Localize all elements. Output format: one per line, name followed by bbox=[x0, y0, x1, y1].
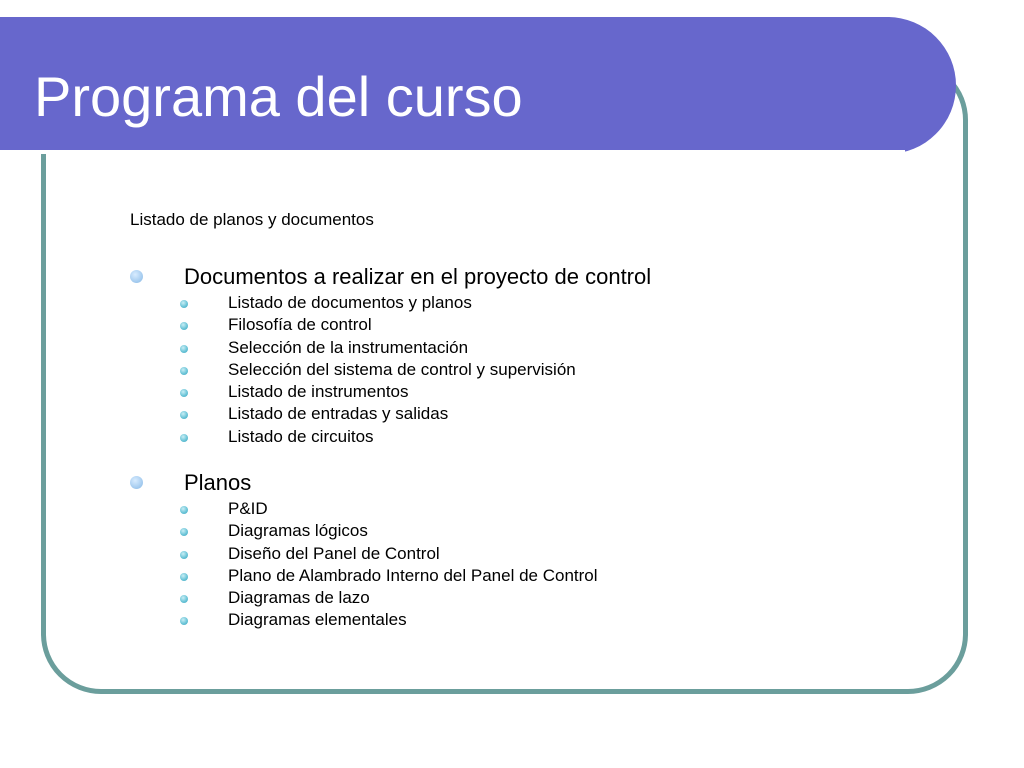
bullet-icon bbox=[130, 270, 143, 283]
list-item-text: Selección del sistema de control y supervisión bbox=[228, 359, 576, 379]
list-item-text: P&ID bbox=[228, 499, 268, 518]
section-heading: Documentos a realizar en el proyecto de control bbox=[184, 264, 652, 289]
list-item-text: Listado de instrumentos bbox=[228, 382, 409, 402]
list-item-text: Plano de Alambrado Interno del Panel de Control bbox=[228, 565, 598, 585]
slide-subtitle: Listado de planos y documentos bbox=[130, 210, 374, 229]
bullet-icon bbox=[180, 434, 188, 442]
bullet-icon bbox=[180, 367, 188, 375]
bullet-icon bbox=[180, 551, 188, 559]
title-underline bbox=[0, 150, 905, 154]
list-item-text: Diseño del Panel de Control bbox=[228, 543, 440, 563]
bullet-icon bbox=[180, 573, 188, 581]
title-banner bbox=[0, 17, 956, 154]
list-item-text: Diagramas de lazo bbox=[228, 588, 370, 608]
bullet-icon bbox=[180, 345, 188, 353]
slide-title: Programa del curso bbox=[34, 65, 523, 128]
list-item-text: Listado de circuitos bbox=[228, 426, 374, 446]
bullet-icon bbox=[180, 300, 188, 308]
bullet-icon bbox=[180, 506, 188, 514]
list-item-text: Diagramas lógicos bbox=[228, 521, 368, 541]
list-item-text: Diagramas elementales bbox=[228, 610, 407, 630]
list-item-text: Listado de documentos y planos bbox=[228, 293, 472, 312]
section-heading: Planos bbox=[184, 470, 252, 495]
list-item-text: Filosofía de control bbox=[228, 315, 372, 335]
list-item-text: Selección de la instrumentación bbox=[228, 337, 469, 357]
list-item-text: Listado de entradas y salidas bbox=[228, 404, 449, 424]
bullet-icon bbox=[130, 476, 143, 489]
